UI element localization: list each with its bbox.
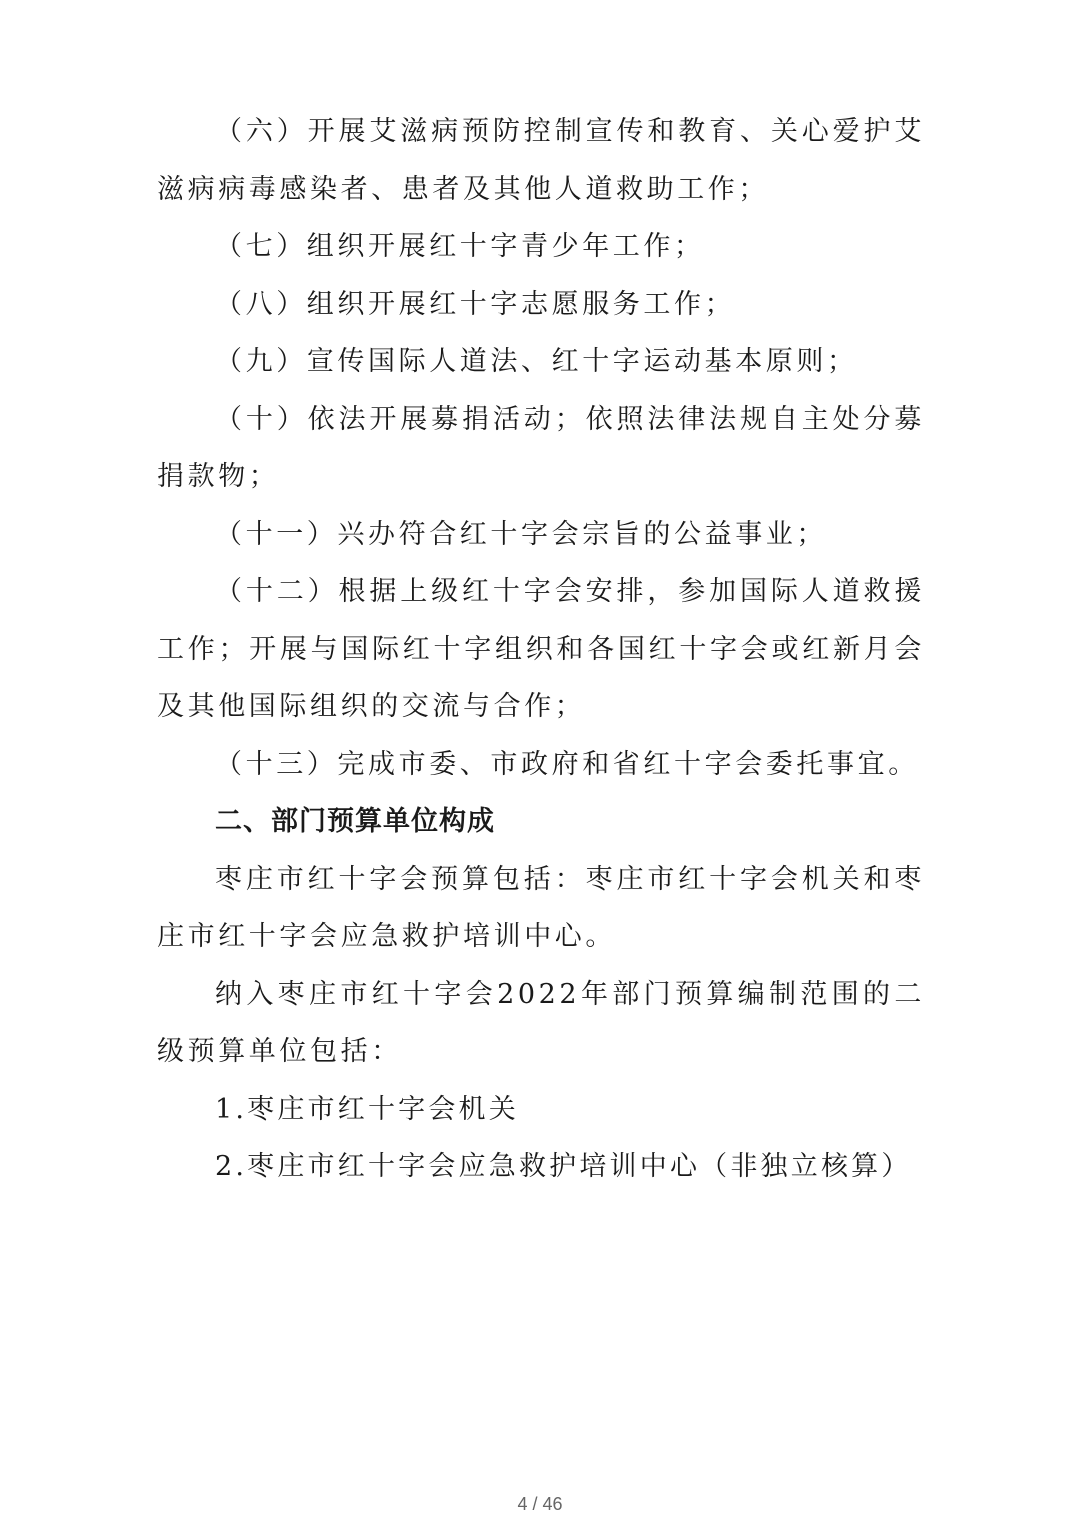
paragraph-item-9: （九）宣传国际人道法、红十字运动基本原则； bbox=[215, 346, 858, 377]
unit-list-item: 1.枣庄市红十字会机关 bbox=[215, 1093, 519, 1125]
paragraph-item-12: （十二）根据上级红十字会安排，参加国际人道救援工作；开展与国际红十字组织和各国红十字会或红新月会及其他国际组织的交流与合作； bbox=[157, 576, 925, 722]
section-heading: 二、部门预算单位构成 bbox=[215, 806, 495, 837]
paragraph-item-10: （十）依法开展募捐活动；依照法律法规自主处分募捐款物； bbox=[157, 403, 925, 492]
budget-scope-paragraph: 枣庄市红十字会预算包括：枣庄市红十字会机关和枣庄市红十字会应急救护培训中心。 bbox=[157, 863, 925, 952]
unit-list-item: 2.枣庄市红十字会应急救护培训中心（非独立核算） bbox=[215, 1151, 912, 1182]
paragraph-item-13: （十三）完成市委、市政府和省红十字会委托事宜。 bbox=[215, 748, 919, 780]
paragraph-item-6: （六）开展艾滋病预防控制宣传和教育、关心爱护艾滋病病毒感染者、患者及其他人道救助工作； bbox=[157, 116, 925, 205]
secondary-units-paragraph: 纳入枣庄市红十字会2022年部门预算编制范围的二级预算单位包括： bbox=[157, 978, 925, 1067]
page-number: 4 / 46 bbox=[517, 1494, 563, 1514]
paragraph-item-11: （十一）兴办符合红十字会宗旨的公益事业； bbox=[215, 518, 827, 550]
paragraph-item-7: （七）组织开展红十字青少年工作； bbox=[215, 231, 705, 262]
page-content bbox=[157, 103, 925, 1196]
paragraph-item-8: （八）组织开展红十字志愿服务工作； bbox=[215, 288, 736, 320]
